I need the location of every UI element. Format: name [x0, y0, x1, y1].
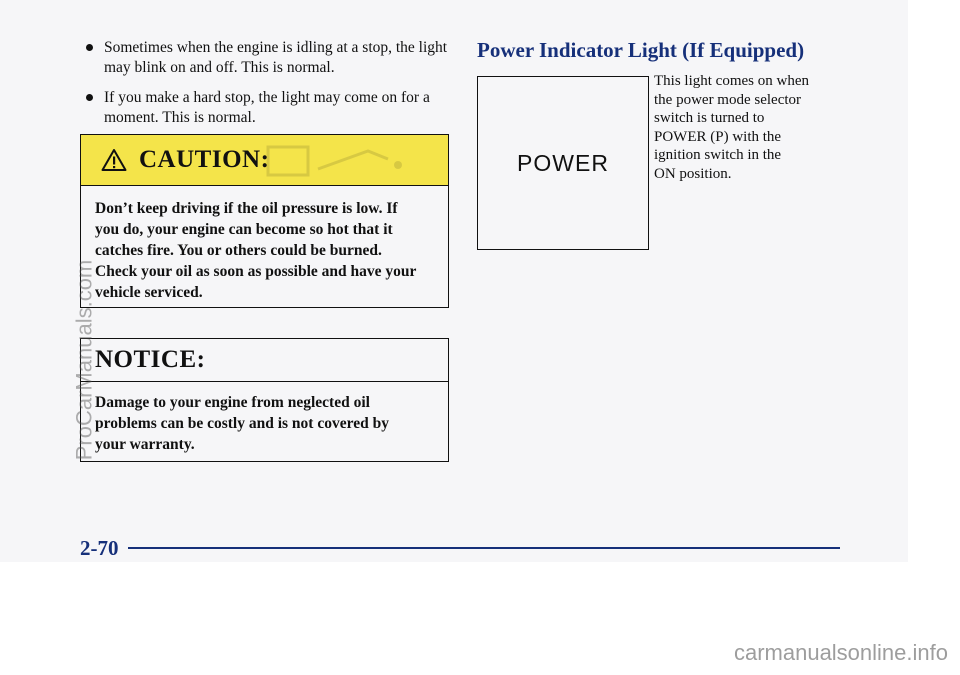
warning-triangle-icon — [101, 148, 127, 172]
description-line: POWER (P) with the — [654, 128, 782, 145]
notice-title: NOTICE: — [95, 346, 206, 373]
power-indicator-label: POWER — [517, 149, 609, 176]
bullet-text: If you make a hard stop, the light may come on for a moment. This is normal. — [104, 89, 430, 126]
power-indicator-description — [654, 72, 854, 183]
notice-body — [81, 382, 448, 455]
notice-box — [80, 338, 449, 462]
caution-box — [80, 134, 449, 308]
caution-line: catches fire. You or others could be burned. — [95, 242, 382, 259]
caution-line: Check your oil as soon as possible and have your — [95, 263, 417, 280]
notice-line: Damage to your engine from neglected oil — [95, 394, 370, 411]
bullet-dot-icon — [86, 94, 93, 101]
notice-header — [81, 339, 448, 382]
bullet-dot-icon — [86, 44, 93, 51]
description-line: ON position. — [654, 165, 732, 182]
caution-title: CAUTION: — [139, 146, 270, 173]
caution-header — [81, 135, 448, 186]
notice-line: your warranty. — [95, 436, 195, 453]
page-number: 2-70 — [80, 536, 119, 560]
bullet-item — [86, 88, 456, 128]
description-line: the power mode selector — [654, 91, 802, 108]
caution-line: Don’t keep driving if the oil pressure is low. If — [95, 200, 398, 217]
notice-line: problems can be costly and is not covered by — [95, 415, 389, 432]
oil-can-icon — [258, 139, 408, 179]
caution-body — [81, 186, 448, 303]
watermark-text: ProCarManuals.com — [71, 259, 97, 461]
watermark — [70, 170, 98, 550]
footer-rule — [128, 547, 840, 549]
bullet-list — [86, 38, 456, 138]
power-indicator-illustration — [477, 76, 649, 250]
description-line: This light comes on when — [654, 73, 809, 89]
description-line: switch is turned to — [654, 110, 765, 126]
description-line: ignition switch in the — [654, 147, 782, 163]
caution-line: you do, your engine can become so hot that it — [95, 221, 393, 238]
caution-line: vehicle serviced. — [95, 284, 203, 301]
section-heading: Power Indicator Light (If Equipped) — [477, 38, 805, 62]
bullet-item — [86, 38, 456, 78]
footer-url: carmanualsonline.info — [733, 640, 948, 665]
bullet-text: Sometimes when the engine is idling at a stop, the light may blink on and off. This is normal. — [104, 39, 448, 76]
